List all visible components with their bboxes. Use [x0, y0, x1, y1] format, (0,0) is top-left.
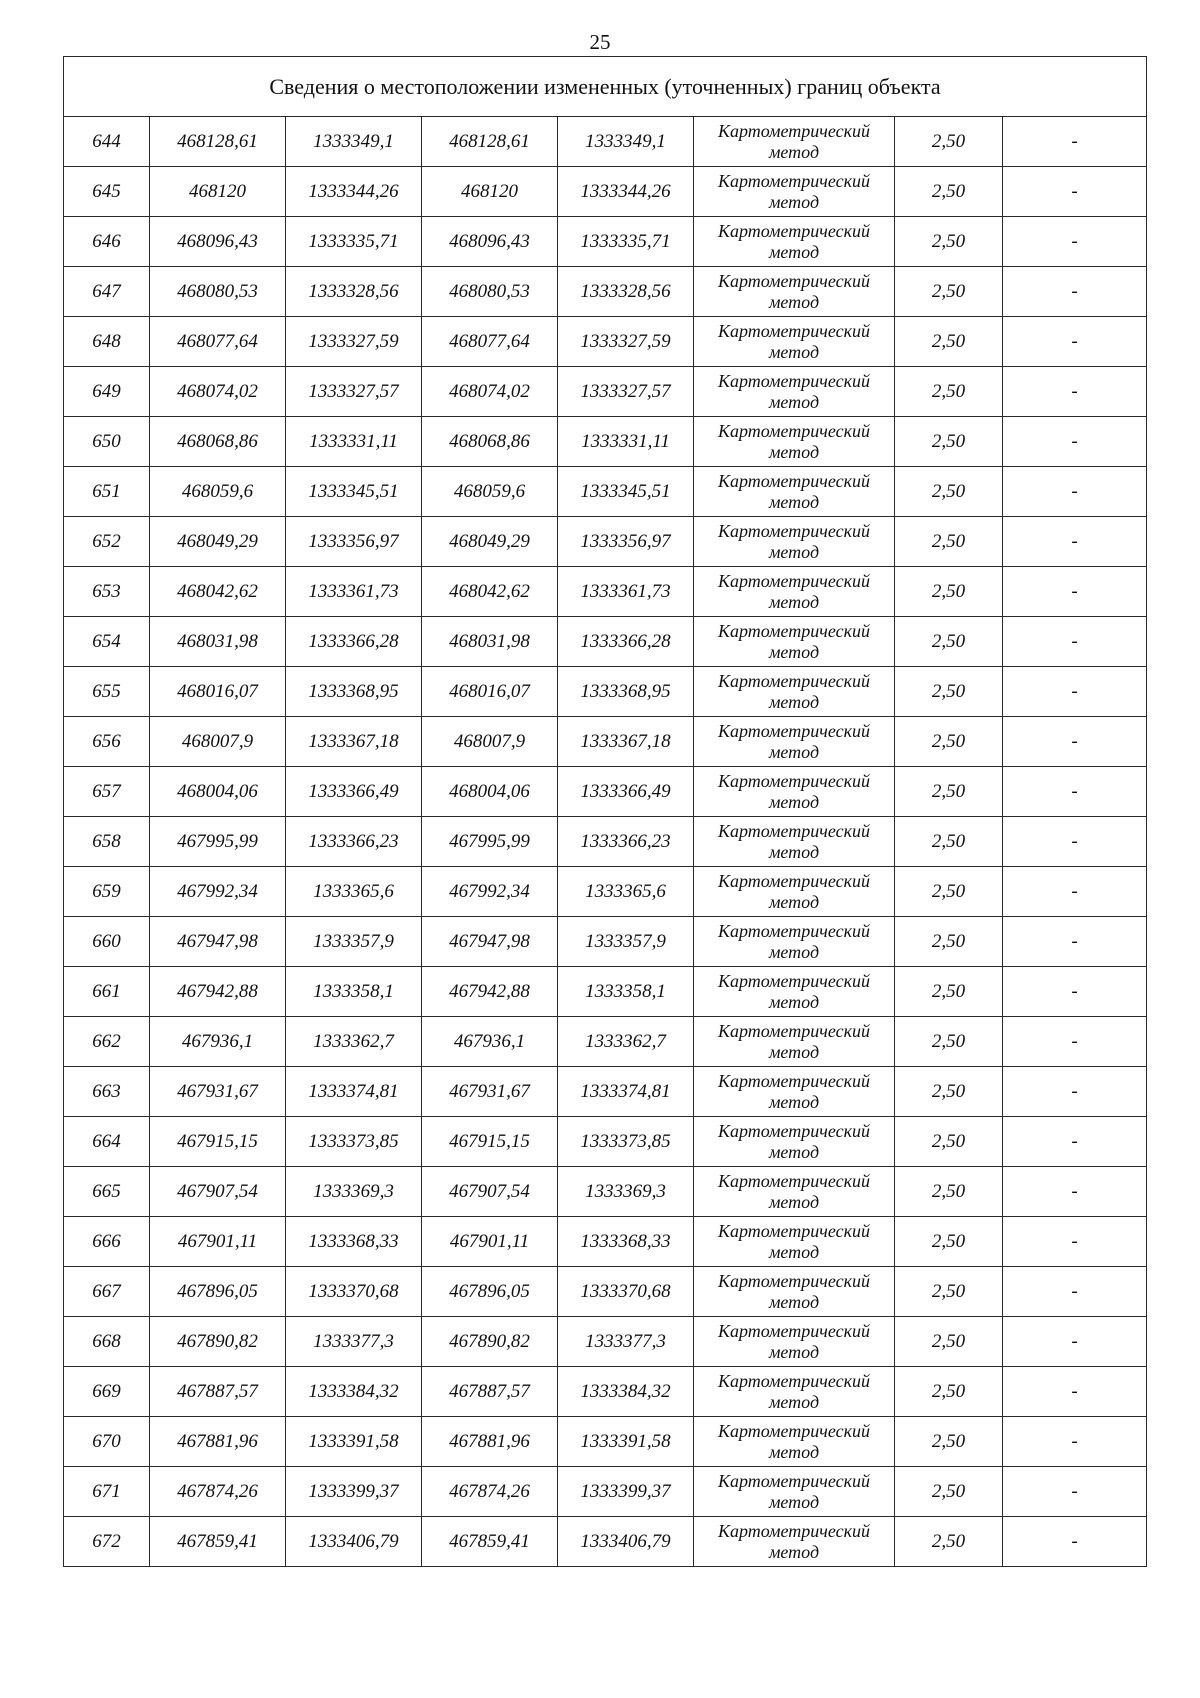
refined-x-cell: 467942,88 — [422, 967, 558, 1017]
refined-x-cell: 467992,34 — [422, 867, 558, 917]
accuracy-cell: 2,50 — [895, 1467, 1003, 1517]
refined-y-cell: 1333327,59 — [558, 317, 694, 367]
note-cell: - — [1003, 1267, 1147, 1317]
refined-y-cell: 1333391,58 — [558, 1417, 694, 1467]
accuracy-cell: 2,50 — [895, 667, 1003, 717]
table-row — [64, 517, 1147, 567]
refined-x-cell: 468004,06 — [422, 767, 558, 817]
accuracy-cell: 2,50 — [895, 1167, 1003, 1217]
refined-x-cell: 467995,99 — [422, 817, 558, 867]
method-cell: Картометрический метод — [694, 367, 895, 417]
table-row — [64, 1417, 1147, 1467]
point-number-cell: 671 — [64, 1467, 150, 1517]
note-cell: - — [1003, 367, 1147, 417]
existing-y-cell: 1333327,59 — [286, 317, 422, 367]
note-cell: - — [1003, 617, 1147, 667]
existing-y-cell: 1333377,3 — [286, 1317, 422, 1367]
refined-y-cell: 1333406,79 — [558, 1517, 694, 1567]
note-cell: - — [1003, 1467, 1147, 1517]
accuracy-cell: 2,50 — [895, 1367, 1003, 1417]
existing-y-cell: 1333361,73 — [286, 567, 422, 617]
point-number-cell: 662 — [64, 1017, 150, 1067]
existing-y-cell: 1333366,28 — [286, 617, 422, 667]
table-row — [64, 467, 1147, 517]
existing-x-cell: 467887,57 — [150, 1367, 286, 1417]
table-row — [64, 817, 1147, 867]
refined-y-cell: 1333368,95 — [558, 667, 694, 717]
note-cell: - — [1003, 167, 1147, 217]
note-cell: - — [1003, 517, 1147, 567]
note-cell: - — [1003, 467, 1147, 517]
existing-x-cell: 468059,6 — [150, 467, 286, 517]
existing-x-cell: 468049,29 — [150, 517, 286, 567]
method-cell: Картометрический метод — [694, 1317, 895, 1367]
accuracy-cell: 2,50 — [895, 1317, 1003, 1367]
refined-y-cell: 1333377,3 — [558, 1317, 694, 1367]
table-row — [64, 1317, 1147, 1367]
point-number-cell: 651 — [64, 467, 150, 517]
method-cell: Картометрический метод — [694, 1117, 895, 1167]
refined-x-cell: 468059,6 — [422, 467, 558, 517]
method-cell: Картометрический метод — [694, 967, 895, 1017]
table-row — [64, 167, 1147, 217]
table-row — [64, 917, 1147, 967]
existing-y-cell: 1333368,95 — [286, 667, 422, 717]
point-number-cell: 665 — [64, 1167, 150, 1217]
refined-y-cell: 1333356,97 — [558, 517, 694, 567]
method-cell: Картометрический метод — [694, 317, 895, 367]
refined-y-cell: 1333331,11 — [558, 417, 694, 467]
method-cell: Картометрический метод — [694, 917, 895, 967]
existing-x-cell: 467915,15 — [150, 1117, 286, 1167]
existing-y-cell: 1333365,6 — [286, 867, 422, 917]
refined-x-cell: 467907,54 — [422, 1167, 558, 1217]
method-cell: Картометрический метод — [694, 617, 895, 667]
point-number-cell: 649 — [64, 367, 150, 417]
existing-x-cell: 468120 — [150, 167, 286, 217]
existing-x-cell: 468004,06 — [150, 767, 286, 817]
note-cell: - — [1003, 967, 1147, 1017]
table-row — [64, 267, 1147, 317]
table-header-row — [64, 57, 1147, 117]
note-cell: - — [1003, 1117, 1147, 1167]
existing-y-cell: 1333357,9 — [286, 917, 422, 967]
existing-x-cell: 468128,61 — [150, 117, 286, 167]
refined-x-cell: 468120 — [422, 167, 558, 217]
refined-x-cell: 467896,05 — [422, 1267, 558, 1317]
refined-x-cell: 468128,61 — [422, 117, 558, 167]
refined-y-cell: 1333335,71 — [558, 217, 694, 267]
table-row — [64, 967, 1147, 1017]
existing-y-cell: 1333406,79 — [286, 1517, 422, 1567]
existing-y-cell: 1333373,85 — [286, 1117, 422, 1167]
table-row — [64, 867, 1147, 917]
table-title: Сведения о местоположении измененных (уточненных) границ объекта — [64, 57, 1147, 117]
refined-y-cell: 1333369,3 — [558, 1167, 694, 1217]
existing-x-cell: 467995,99 — [150, 817, 286, 867]
refined-x-cell: 468007,9 — [422, 717, 558, 767]
accuracy-cell: 2,50 — [895, 517, 1003, 567]
refined-y-cell: 1333328,56 — [558, 267, 694, 317]
point-number-cell: 650 — [64, 417, 150, 467]
point-number-cell: 647 — [64, 267, 150, 317]
refined-y-cell: 1333365,6 — [558, 867, 694, 917]
existing-x-cell: 467931,67 — [150, 1067, 286, 1117]
refined-y-cell: 1333366,49 — [558, 767, 694, 817]
accuracy-cell: 2,50 — [895, 767, 1003, 817]
refined-y-cell: 1333366,28 — [558, 617, 694, 667]
point-number-cell: 667 — [64, 1267, 150, 1317]
existing-x-cell: 468031,98 — [150, 617, 286, 667]
table-row — [64, 1067, 1147, 1117]
point-number-cell: 648 — [64, 317, 150, 367]
accuracy-cell: 2,50 — [895, 217, 1003, 267]
method-cell: Картометрический метод — [694, 267, 895, 317]
accuracy-cell: 2,50 — [895, 267, 1003, 317]
method-cell: Картометрический метод — [694, 817, 895, 867]
existing-x-cell: 468077,64 — [150, 317, 286, 367]
method-cell: Картометрический метод — [694, 767, 895, 817]
table-row — [64, 1017, 1147, 1067]
note-cell: - — [1003, 1217, 1147, 1267]
table-row — [64, 367, 1147, 417]
point-number-cell: 655 — [64, 667, 150, 717]
accuracy-cell: 2,50 — [895, 317, 1003, 367]
existing-x-cell: 468074,02 — [150, 367, 286, 417]
point-number-cell: 670 — [64, 1417, 150, 1467]
existing-y-cell: 1333331,11 — [286, 417, 422, 467]
existing-x-cell: 467936,1 — [150, 1017, 286, 1067]
existing-y-cell: 1333391,58 — [286, 1417, 422, 1467]
existing-x-cell: 467874,26 — [150, 1467, 286, 1517]
accuracy-cell: 2,50 — [895, 1267, 1003, 1317]
existing-y-cell: 1333374,81 — [286, 1067, 422, 1117]
refined-x-cell: 467901,11 — [422, 1217, 558, 1267]
point-number-cell: 668 — [64, 1317, 150, 1367]
accuracy-cell: 2,50 — [895, 567, 1003, 617]
method-cell: Картометрический метод — [694, 517, 895, 567]
refined-y-cell: 1333358,1 — [558, 967, 694, 1017]
existing-y-cell: 1333344,26 — [286, 167, 422, 217]
point-number-cell: 669 — [64, 1367, 150, 1417]
refined-x-cell: 467947,98 — [422, 917, 558, 967]
table-row — [64, 567, 1147, 617]
refined-y-cell: 1333327,57 — [558, 367, 694, 417]
note-cell: - — [1003, 1417, 1147, 1467]
accuracy-cell: 2,50 — [895, 1067, 1003, 1117]
refined-y-cell: 1333345,51 — [558, 467, 694, 517]
point-number-cell: 666 — [64, 1217, 150, 1267]
existing-x-cell: 468042,62 — [150, 567, 286, 617]
note-cell: - — [1003, 1517, 1147, 1567]
existing-y-cell: 1333368,33 — [286, 1217, 422, 1267]
note-cell: - — [1003, 1067, 1147, 1117]
method-cell: Картометрический метод — [694, 1417, 895, 1467]
note-cell: - — [1003, 417, 1147, 467]
method-cell: Картометрический метод — [694, 1217, 895, 1267]
existing-x-cell: 467907,54 — [150, 1167, 286, 1217]
accuracy-cell: 2,50 — [895, 1517, 1003, 1567]
refined-x-cell: 468080,53 — [422, 267, 558, 317]
existing-x-cell: 467992,34 — [150, 867, 286, 917]
note-cell: - — [1003, 1167, 1147, 1217]
existing-x-cell: 467947,98 — [150, 917, 286, 967]
accuracy-cell: 2,50 — [895, 417, 1003, 467]
point-number-cell: 664 — [64, 1117, 150, 1167]
refined-y-cell: 1333384,32 — [558, 1367, 694, 1417]
accuracy-cell: 2,50 — [895, 817, 1003, 867]
note-cell: - — [1003, 667, 1147, 717]
table-row — [64, 617, 1147, 667]
method-cell: Картометрический метод — [694, 1017, 895, 1067]
point-number-cell: 645 — [64, 167, 150, 217]
accuracy-cell: 2,50 — [895, 617, 1003, 667]
accuracy-cell: 2,50 — [895, 717, 1003, 767]
refined-x-cell: 468068,86 — [422, 417, 558, 467]
point-number-cell: 644 — [64, 117, 150, 167]
accuracy-cell: 2,50 — [895, 467, 1003, 517]
point-number-cell: 654 — [64, 617, 150, 667]
refined-x-cell: 467859,41 — [422, 1517, 558, 1567]
refined-x-cell: 467874,26 — [422, 1467, 558, 1517]
refined-y-cell: 1333368,33 — [558, 1217, 694, 1267]
existing-y-cell: 1333327,57 — [286, 367, 422, 417]
accuracy-cell: 2,50 — [895, 967, 1003, 1017]
existing-y-cell: 1333358,1 — [286, 967, 422, 1017]
refined-x-cell: 467890,82 — [422, 1317, 558, 1367]
refined-y-cell: 1333373,85 — [558, 1117, 694, 1167]
existing-y-cell: 1333366,23 — [286, 817, 422, 867]
point-number-cell: 659 — [64, 867, 150, 917]
existing-x-cell: 468016,07 — [150, 667, 286, 717]
existing-y-cell: 1333328,56 — [286, 267, 422, 317]
existing-x-cell: 468080,53 — [150, 267, 286, 317]
method-cell: Картометрический метод — [694, 1367, 895, 1417]
table-row — [64, 317, 1147, 367]
note-cell: - — [1003, 917, 1147, 967]
note-cell: - — [1003, 217, 1147, 267]
refined-y-cell: 1333361,73 — [558, 567, 694, 617]
existing-y-cell: 1333367,18 — [286, 717, 422, 767]
note-cell: - — [1003, 567, 1147, 617]
method-cell: Картометрический метод — [694, 1517, 895, 1567]
point-number-cell: 661 — [64, 967, 150, 1017]
refined-x-cell: 468031,98 — [422, 617, 558, 667]
refined-x-cell: 468096,43 — [422, 217, 558, 267]
table-row — [64, 667, 1147, 717]
existing-y-cell: 1333369,3 — [286, 1167, 422, 1217]
method-cell: Картометрический метод — [694, 567, 895, 617]
point-number-cell: 653 — [64, 567, 150, 617]
refined-x-cell: 468016,07 — [422, 667, 558, 717]
existing-y-cell: 1333356,97 — [286, 517, 422, 567]
refined-x-cell: 468074,02 — [422, 367, 558, 417]
point-number-cell: 658 — [64, 817, 150, 867]
point-number-cell: 652 — [64, 517, 150, 567]
refined-y-cell: 1333367,18 — [558, 717, 694, 767]
method-cell: Картометрический метод — [694, 417, 895, 467]
refined-y-cell: 1333370,68 — [558, 1267, 694, 1317]
accuracy-cell: 2,50 — [895, 1117, 1003, 1167]
accuracy-cell: 2,50 — [895, 867, 1003, 917]
refined-y-cell: 1333349,1 — [558, 117, 694, 167]
method-cell: Картометрический метод — [694, 1467, 895, 1517]
table-row — [64, 217, 1147, 267]
refined-y-cell: 1333357,9 — [558, 917, 694, 967]
accuracy-cell: 2,50 — [895, 917, 1003, 967]
boundary-coordinates-table — [63, 56, 1147, 1567]
note-cell: - — [1003, 817, 1147, 867]
accuracy-cell: 2,50 — [895, 167, 1003, 217]
existing-y-cell: 1333349,1 — [286, 117, 422, 167]
point-number-cell: 646 — [64, 217, 150, 267]
note-cell: - — [1003, 717, 1147, 767]
existing-x-cell: 468068,86 — [150, 417, 286, 467]
method-cell: Картометрический метод — [694, 217, 895, 267]
refined-x-cell: 467915,15 — [422, 1117, 558, 1167]
refined-y-cell: 1333399,37 — [558, 1467, 694, 1517]
note-cell: - — [1003, 267, 1147, 317]
method-cell: Картометрический метод — [694, 467, 895, 517]
accuracy-cell: 2,50 — [895, 367, 1003, 417]
table-row — [64, 1117, 1147, 1167]
table-row — [64, 1217, 1147, 1267]
accuracy-cell: 2,50 — [895, 1217, 1003, 1267]
existing-x-cell: 467890,82 — [150, 1317, 286, 1367]
existing-y-cell: 1333370,68 — [286, 1267, 422, 1317]
method-cell: Картометрический метод — [694, 1167, 895, 1217]
point-number-cell: 672 — [64, 1517, 150, 1567]
existing-y-cell: 1333345,51 — [286, 467, 422, 517]
point-number-cell: 663 — [64, 1067, 150, 1117]
note-cell: - — [1003, 317, 1147, 367]
table-row — [64, 1517, 1147, 1567]
method-cell: Картометрический метод — [694, 117, 895, 167]
table-row — [64, 1267, 1147, 1317]
refined-x-cell: 467936,1 — [422, 1017, 558, 1067]
existing-y-cell: 1333335,71 — [286, 217, 422, 267]
refined-y-cell: 1333362,7 — [558, 1017, 694, 1067]
page-number: 25 — [589, 30, 611, 54]
point-number-cell: 656 — [64, 717, 150, 767]
accuracy-cell: 2,50 — [895, 1017, 1003, 1067]
method-cell: Картометрический метод — [694, 667, 895, 717]
point-number-cell: 657 — [64, 767, 150, 817]
existing-x-cell: 468096,43 — [150, 217, 286, 267]
refined-x-cell: 468077,64 — [422, 317, 558, 367]
point-number-cell: 660 — [64, 917, 150, 967]
table-row — [64, 117, 1147, 167]
method-cell: Картометрический метод — [694, 717, 895, 767]
existing-x-cell: 467942,88 — [150, 967, 286, 1017]
table-row — [64, 1467, 1147, 1517]
existing-x-cell: 467881,96 — [150, 1417, 286, 1467]
existing-y-cell: 1333384,32 — [286, 1367, 422, 1417]
refined-x-cell: 468042,62 — [422, 567, 558, 617]
table-row — [64, 417, 1147, 467]
note-cell: - — [1003, 117, 1147, 167]
existing-x-cell: 468007,9 — [150, 717, 286, 767]
refined-x-cell: 467931,67 — [422, 1067, 558, 1117]
note-cell: - — [1003, 767, 1147, 817]
refined-y-cell: 1333366,23 — [558, 817, 694, 867]
refined-x-cell: 467887,57 — [422, 1367, 558, 1417]
refined-x-cell: 467881,96 — [422, 1417, 558, 1467]
table-row — [64, 717, 1147, 767]
accuracy-cell: 2,50 — [895, 1417, 1003, 1467]
refined-x-cell: 468049,29 — [422, 517, 558, 567]
existing-y-cell: 1333366,49 — [286, 767, 422, 817]
method-cell: Картометрический метод — [694, 1067, 895, 1117]
note-cell: - — [1003, 1017, 1147, 1067]
existing-x-cell: 467859,41 — [150, 1517, 286, 1567]
method-cell: Картометрический метод — [694, 1267, 895, 1317]
table-row — [64, 1367, 1147, 1417]
refined-y-cell: 1333344,26 — [558, 167, 694, 217]
table-row — [64, 1167, 1147, 1217]
existing-y-cell: 1333362,7 — [286, 1017, 422, 1067]
note-cell: - — [1003, 867, 1147, 917]
existing-x-cell: 467896,05 — [150, 1267, 286, 1317]
table-row — [64, 767, 1147, 817]
note-cell: - — [1003, 1317, 1147, 1367]
note-cell: - — [1003, 1367, 1147, 1417]
existing-x-cell: 467901,11 — [150, 1217, 286, 1267]
method-cell: Картометрический метод — [694, 167, 895, 217]
refined-y-cell: 1333374,81 — [558, 1067, 694, 1117]
method-cell: Картометрический метод — [694, 867, 895, 917]
existing-y-cell: 1333399,37 — [286, 1467, 422, 1517]
accuracy-cell: 2,50 — [895, 117, 1003, 167]
